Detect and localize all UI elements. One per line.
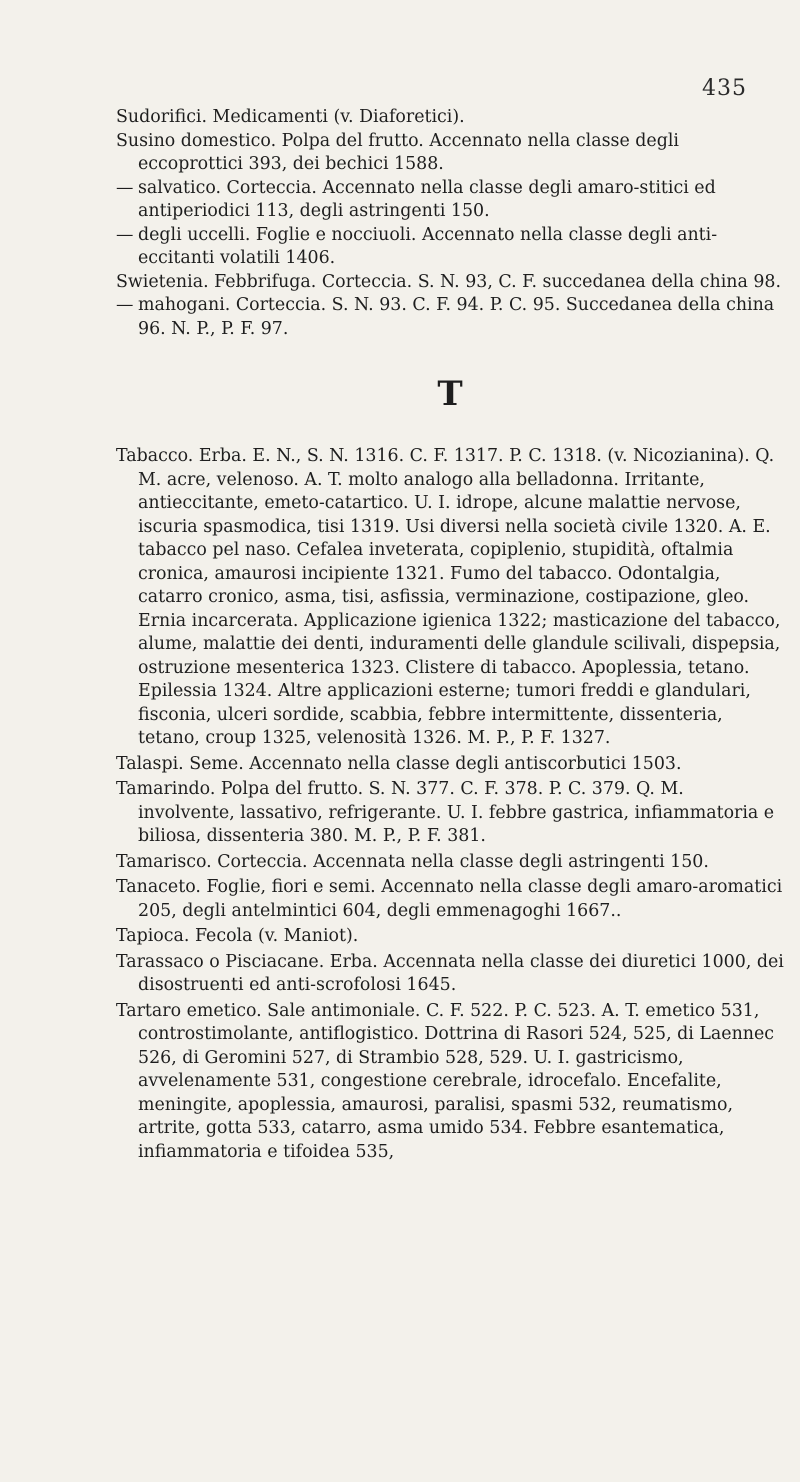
entry-tamarisco: Tamarisco. Corteccia. Accennata nella classe degli astringenti 150. bbox=[116, 851, 709, 872]
subentry-susino-uccelli: — degli uccelli. Foglie e nocciuoli. Accennato nella classe degli anti-eccitanti volatili 1406. bbox=[116, 224, 784, 271]
entry-tamarindo: Tamarindo. Polpa del frutto. S. N. 377. C. F. 378. P. C. 379. Q. M. involvente, lassativo, refrigerante. U. I. febbre gastrica, infiammatoria e biliosa, dissenteria 380. M. P., P. F. 381. bbox=[116, 779, 775, 846]
entry-tanaceto: Tanaceto. Foglie, fiori e semi. Accennato nella classe degli amaro-aromatici 205, degli antelmintici 604, degli emmenagoghi 1667.. bbox=[116, 877, 783, 921]
page-number: 435 bbox=[702, 76, 747, 101]
entry-sudorifici: Sudorifici. Medicamenti (v. Diaforetici). bbox=[116, 107, 465, 127]
section-letter: T bbox=[437, 374, 463, 414]
subentry-susino-salvatico: — salvatico. Corteccia. Accennato nella classe degli amaro-stitici ed antiperiodici 113, degli astringenti 150. bbox=[116, 177, 784, 224]
entry-tarassaco: Tarassaco o Pisciacane. Erba. Accennata nella classe dei diuretici 1000, dei disostruenti ed anti-scrofolosi 1645. bbox=[116, 951, 784, 995]
entry-tapioca: Tapioca. Fecola (v. Maniot). bbox=[116, 926, 359, 946]
entry-tabacco: Tabacco. Erba. E. N., S. N. 1316. C. F. 1317. P. C. 1318. (v. Nicozianina). Q. M. acre, velenoso. A. T. molto analogo alla belladonna. Irritante, antieccitante, emeto-catartico. U. I. idrope, alcune malattie nervose, iscuria spasmodica, tisi 1319. Usi diversi nella società civile 1320. A. E. tabacco pel naso. Cefalea inveterata, copiplenio, stupidità, oftalmia cronica, amaurosi incipiente 1321. Fumo del tabacco. Odontalgia, catarro cronico, asma, tisi, asfissia, verminazione, costipazione, gleo. Ernia incarcerata. Applicazione igienica 1322; masticazione del tabacco, alume, malattie dei denti, induramenti delle glandule scilivali, dispepsia, ostruzione mesenterica 1323. Clistere di tabacco. Apoplessia, tetano. Epilessia 1324. Altre applicazioni esterne; tumori freddi e glandulari, fisconia, ulceri sordide, scabbia, febbre intermittente, dissenteria, tetano, croup 1325, velenosità 1326. M. P., P. F. 1327. bbox=[116, 446, 781, 748]
entry-susino: Susino domestico. Polpa del frutto. Accennato nella classe degli eccoprottici 393, dei bechici 1588. bbox=[116, 130, 679, 174]
index-content bbox=[116, 106, 784, 1166]
entry-talaspi: Talaspi. Seme. Accennato nella classe degli antiscorbutici 1503. bbox=[116, 753, 682, 774]
subentry-swietenia-mahogani: — mahogani. Corteccia. S. N. 93. C. F. 94. P. C. 95. Succedanea della china 96. N. P., P. F. 97. bbox=[116, 294, 784, 341]
entry-swietenia: Swietenia. Febbrifuga. Corteccia. S. N. 93, C. F. succedanea della china 98. bbox=[116, 271, 782, 292]
entry-tartaro-emetico: Tartaro emetico. Sale antimoniale. C. F. 522. P. C. 523. A. T. emetico 531, controstimolante, antiflogistico. Dottrina di Rasori 524, 525, di Laennec 526, di Geromini 527, di Strambio 528, 529. U. I. gastricismo, avvelenamente 531, congestione cerebrale, idrocefalo. Encefalite, meningite, apoplessia, amaurosi, paralisi, spasmi 532, reumatismo, artrite, gotta 533, catarro, asma umido 534. Febbre esantematica, infiammatoria e tifoidea 535, bbox=[116, 1000, 775, 1162]
